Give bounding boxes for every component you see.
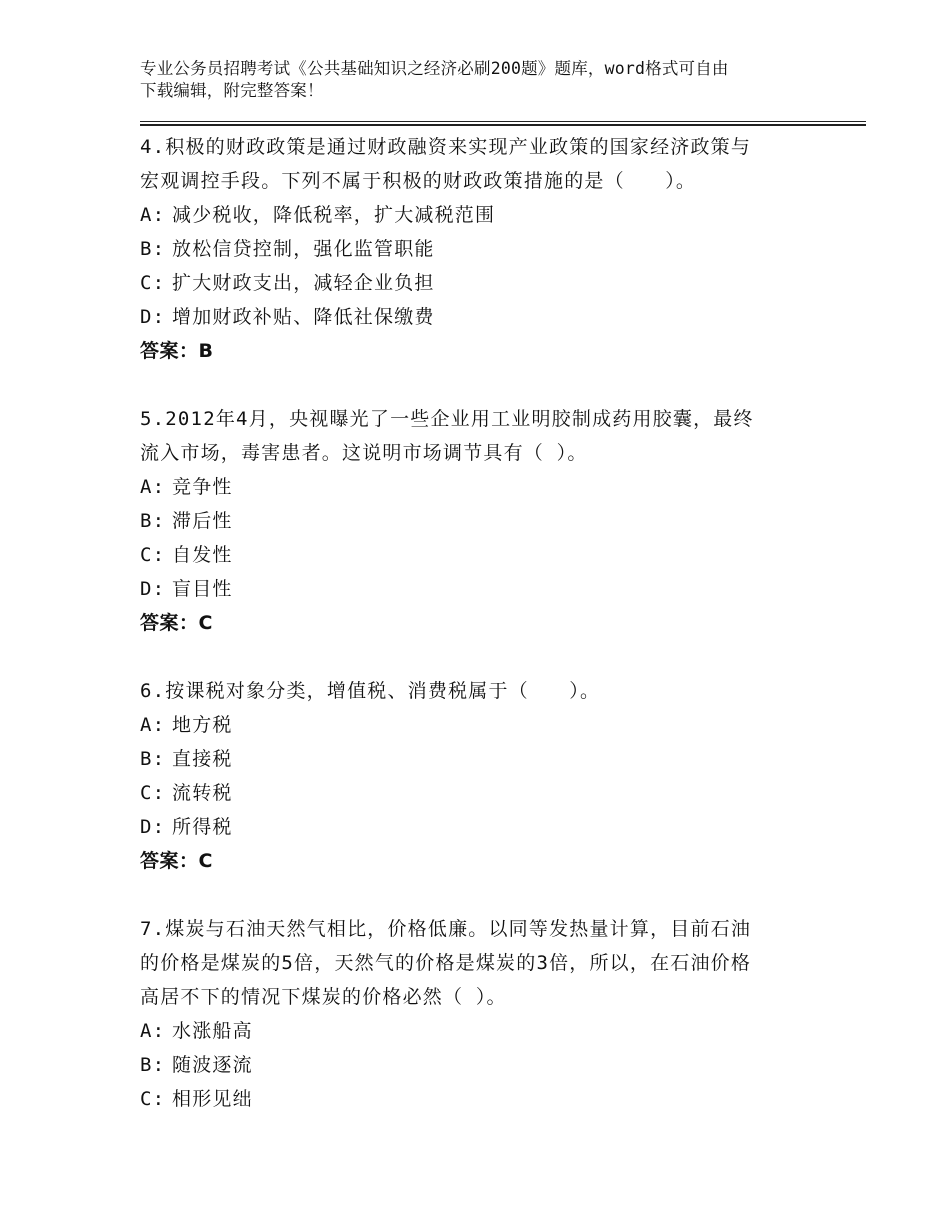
option-text: 直接税 — [172, 748, 233, 770]
option-text: 相形见绌 — [172, 1088, 253, 1110]
question-stem-line: 流入市场，毒害患者。这说明市场调节具有（ ）。 — [140, 442, 588, 464]
option-text: 盲目性 — [172, 578, 233, 600]
option-key: B: — [140, 748, 166, 770]
option-text: 减少税收，降低税率，扩大减税范围 — [172, 204, 496, 226]
option-a — [140, 470, 830, 504]
question-stem-line: 宏观调控手段。下列不属于积极的财政政策措施的是（ ）。 — [140, 170, 697, 192]
option-c — [140, 1082, 830, 1116]
option-key: D: — [140, 306, 166, 328]
question-7 — [140, 912, 830, 1116]
option-a — [140, 198, 830, 232]
question-5 — [140, 402, 830, 640]
option-text: 放松信贷控制，强化监管职能 — [172, 238, 435, 260]
question-stem-line: 7.煤炭与石油天然气相比，价格低廉。以同等发热量计算，目前石油 — [140, 918, 752, 940]
option-text: 滞后性 — [172, 510, 233, 532]
option-text: 所得税 — [172, 816, 233, 838]
question-stem-line: 的价格是煤炭的5倍，天然气的价格是煤炭的3倍，所以，在石油价格 — [140, 952, 752, 974]
option-text: 地方税 — [172, 714, 233, 736]
answer-line: 答案：B — [140, 340, 214, 362]
option-key: C: — [140, 1088, 166, 1110]
option-key: D: — [140, 578, 166, 600]
option-key: A: — [140, 714, 166, 736]
option-key: D: — [140, 816, 166, 838]
option-a — [140, 1014, 830, 1048]
answer-line: 答案：C — [140, 850, 213, 872]
option-a — [140, 708, 830, 742]
option-text: 流转税 — [172, 782, 233, 804]
document-header — [140, 58, 820, 102]
option-b — [140, 504, 830, 538]
option-key: B: — [140, 510, 166, 532]
option-key: A: — [140, 476, 166, 498]
option-b — [140, 742, 830, 776]
option-text: 水涨船高 — [172, 1020, 253, 1042]
option-key: B: — [140, 238, 166, 260]
question-stem-line: 高居不下的情况下煤炭的价格必然（ ）。 — [140, 986, 507, 1008]
option-b — [140, 1048, 830, 1082]
option-text: 竞争性 — [172, 476, 233, 498]
option-d — [140, 810, 830, 844]
question-6 — [140, 674, 830, 878]
option-b — [140, 232, 830, 266]
answer-line: 答案：C — [140, 612, 213, 634]
question-stem-line: 5.2012年4月，央视曝光了一些企业用工业明胶制成药用胶囊，最终 — [140, 408, 754, 430]
header-line-2: 下载编辑，附完整答案！ — [140, 81, 324, 100]
option-key: C: — [140, 782, 166, 804]
option-text: 自发性 — [172, 544, 233, 566]
header-divider-thin — [140, 121, 866, 122]
option-key: B: — [140, 1054, 166, 1076]
option-key: C: — [140, 544, 166, 566]
option-c — [140, 266, 830, 300]
header-line-1: 专业公务员招聘考试《公共基础知识之经济必刷200题》题库，word格式可自由 — [140, 59, 729, 78]
option-c — [140, 538, 830, 572]
option-text: 随波逐流 — [172, 1054, 253, 1076]
option-d — [140, 300, 830, 334]
question-stem-line: 6.按课税对象分类，增值税、消费税属于（ ）。 — [140, 680, 601, 702]
question-stem-line: 4.积极的财政政策是通过财政融资来实现产业政策的国家经济政策与 — [140, 136, 752, 158]
option-c — [140, 776, 830, 810]
option-d — [140, 572, 830, 606]
option-key: A: — [140, 1020, 166, 1042]
header-divider-thick — [140, 124, 866, 126]
option-key: A: — [140, 204, 166, 226]
option-key: C: — [140, 272, 166, 294]
question-4 — [140, 130, 830, 368]
option-text: 扩大财政支出，减轻企业负担 — [172, 272, 435, 294]
option-text: 增加财政补贴、降低社保缴费 — [172, 306, 435, 328]
question-list — [140, 130, 830, 1150]
